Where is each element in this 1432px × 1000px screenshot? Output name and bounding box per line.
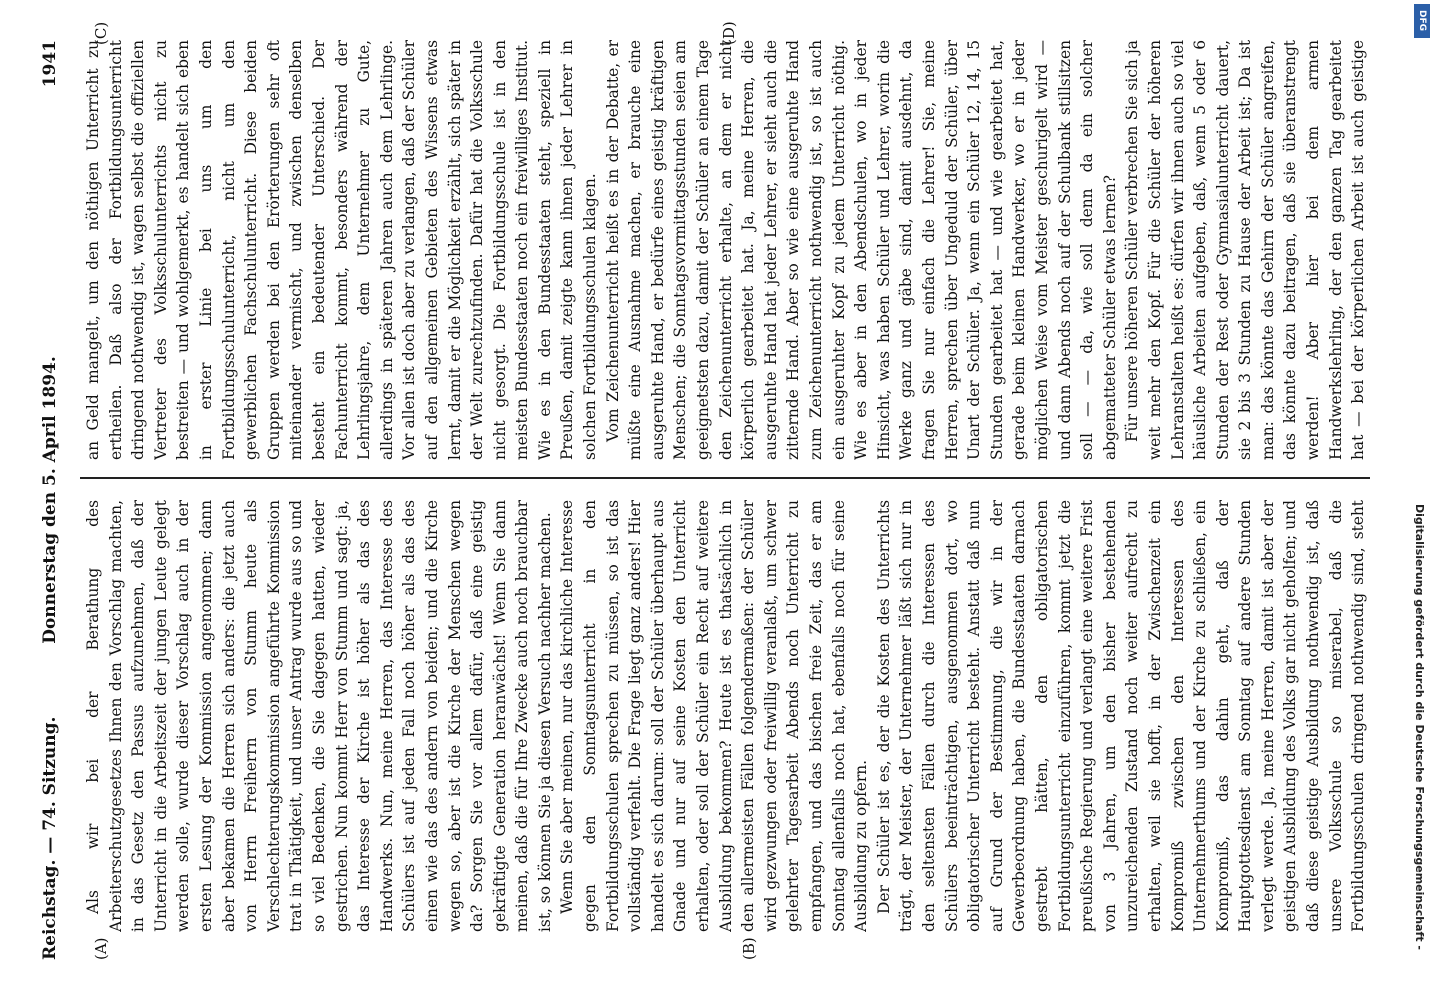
margin-marker-d: (D) (720, 21, 738, 45)
page-number: 1941 (40, 40, 60, 88)
right-text-column (82, 40, 1372, 460)
paragraph: Für unsere höheren Schüler verbrechen Sie sich ja weit mehr den Kopf. Für die Schüler der höheren Lehranstalten heißt es: dürfen wir ihnen auch so viel häusliche Arbeiten aufgeben, daß, wenn 5 oder 6 Stunden der Rest oder Gymnasialunterricht dauert, sie 2 bis 3 Stunden zu Hause der Arbeit ist; Da ist man: das könnte das Gehirn der Schüler angreifen, das könnte dazu beitragen, daß sie überanstrengt werden! Aber hier bei dem armen Handwerkslehrling, der den ganzen Tag gearbeitet hat — bei der körperlichen Arbeit ist auch geistige (1123, 40, 1368, 460)
paragraph: Der Schüler ist es, der die Kosten des Unterrichts trägt, der Meister, der Unternehmer läßt sich nur in den seltensten Fällen durch die Interessen des Schülers beeinträchtigen, ausgenommen dort, wo obligatorischer Unterricht besteht. Anstatt daß nun auf Grund der Bestimmung, die wir in der Gewerbeordnung haben, die Bundesstaaten darnach gestrebt hätten, den obligatorischen Fortbildungsunterricht einzuführen, kommt jetzt die preußische Regierung und verlangt eine weitere Frist von 3 Jahren, um den bisher bestehenden unzureichenden Zustand noch weiter aufrecht zu erhalten, weil sie hofft, in der Zwischenzeit ein Kompromiß zwischen den Interessen des Unternehmerthums und der Kirche zu schließen, ein Kompromiß, das dahin geht, daß der Hauptgottesdienst am Sonntag auf andere Stunden verlegt werde. Ja, meine Herren, damit ist aber der geistigen Ausbildung des Volks gar nicht geholfen; und daß diese geistige Ausbildung nothwendig ist, daß unsere Volksschule so miserabel, daß die Fortbildungsschulen dringend nothwendig sind, steht (874, 500, 1368, 932)
paragraph: an Geld mangelt, um den nöthigen Unterricht zu ertheilen. Daß also der Fortbildungsunterricht dringend nothwendig ist, wagen selbst die offiziellen Vertreter des Volksschulunterrichts nicht zu bestreiten — und wohlgemerkt, es handelt sich eben in erster Linie bei uns um den Fortbildungsschulunterricht, nicht um den gewerblichen Fachschulunterricht. Diese beiden Gruppen werden bei den Erörterungen sehr oft miteinander vermischt, und zwischen denselben besteht ein bedeutender Unterschied. Der Fachunterricht kommt, besonders während der Lehrlingsjahre, dem Unternehmer zu Gute, allerdings in späteren Jahren auch dem Lehrlinge. Vor allen ist doch aber zu verlangen, daß der Schüler auf den allgemeinen Gebieten des Wissens etwas lernt, damit er die Möglichkeit erzählt, sich später in der Welt zurechtzufinden. Dafür hat die Volksschule nicht gesorgt. Die Fortbildungsschule ist in den meisten Bundesstaaten noch ein freiwilliges Institut. Wie es in den Bundesstaaten steht, speziell in Preußen, damit zeigte kann ihnen jeder Lehrer in solchen Fortbildungsschulen klagen. (84, 40, 600, 460)
paragraph: Als wir bei der Berathung des Arbeiterschutzgesetzes Ihnen den Vorschlag machten, in das Gesetz den Passus aufzunehmen, daß der Unterricht in die Arbeitszeit der jungen Leute gelegt werden solle, wurde dieser Vorschlag auch in der ersten Lesung der Kommission angenommen; dann aber bekamen die Herren sich anders: die jetzt auch von Herrn Freiherrn von Stumm heute als Verschlechterungskommission angeführte Kommission trat in Thätigkeit, und unser Antrag wurde aus so und so viel Bedenken, die Sie dagegen hatten, wieder gestrichen. Nun kommt Herr von Stumm und sagt: ja, das Interesse der Kirche ist höher als das des Handwerks. Nun, meine Herren, das Interesse des Schülers ist auf jeden Fall noch höher als das des einen wie das des andern von beiden; und die Kirche wegen so, aber ist die Kirche der Menschen wegen da? Sorgen Sie vor allem dafür, daß eine geistig gekräftigte Generation heranwächst! Wenn Sie dann meinen, daß die für Ihre Zwecke auch noch brauchbar ist, so können Sie ja diesen Versuch nachher machen. (84, 500, 554, 932)
paragraph: Wenn Sie aber meinen, nur das kirchliche Interesse gegen den Sonntagsunterricht in den Fortbildungsschulen sprechen zu müssen, so ist das vollständig verfehlt. Die Frage liegt ganz anders! Hier handelt es sich darum: soll der Schüler überhaupt aus Gnade und nur auf seine Kosten den Unterricht erhalten, oder soll der Schüler ein Recht auf weitere Ausbildung bekommen? Heute ist es thatsächlich in den allermeisten Fällen folgendermaßen: der Schüler wird gezwungen oder freiwillig veranlaßt, um schwer gelehrter Tagesarbeit Abends noch Unterricht zu empfangen, und das bischen freie Zeit, das er am Sonntag allenfalls noch hat, ebenfalls noch für seine Ausbildung zu opfern. (558, 500, 871, 932)
header-session: Reichstag. — 74. Sitzung. (40, 716, 60, 960)
dfg-logo: DFG (1414, 4, 1430, 38)
page-header (40, 40, 70, 960)
left-text-column (82, 500, 1372, 932)
paragraph: Vom Zeichenunterricht heißt es in der Debatte, er müßte eine Ausnahme machen, er brauche eine ausgeruhte Hand, er bedürfe eines geistig kräftigen Menschen; die Sonntagsvormittagsstunden seien am geeignetsten dazu, damit der Schüler an einem Tage den Zeichenunterricht erhalte, an dem er nicht körperlich gearbeitet hat. Ja, meine Herren, die ausgeruhte Hand hat jeder Lehrer, er sieht auch die zitternde Hand. Aber so wie eine ausgeruhte Hand zum Zeichenunterricht nothwendig ist, so ist auch ein ausgeruhter Kopf zu jedem Unterricht nöthig. Wie es aber in den Abendschulen, wo in jeder Hinsicht, was haben Schüler und Lehrer, worin die Werke ganz und gäbe sind, damit ausdehnt, da fragen Sie nur einfach die Lehrer! Sie, meine Herren, sprechen über Ungeduld der Schüler, über Unart der Schüler. Ja, wenn ein Schüler 12, 14, 15 Stunden gearbeitet hat — und wie gearbeitet hat, gerade beim kleinen Handwerker, wo er in jeder möglichen Weise vom Meister geschurigelt wird — und dann Abends noch auf der Schulbank stillsitzen soll — — da, wie soll denn da ein solcher abgematteter Schüler etwas lernen? (603, 40, 1119, 460)
margin-marker-c: (C) (92, 21, 110, 45)
margin-marker-a: (A) (92, 937, 110, 960)
column-divider (80, 477, 1370, 479)
digitization-footer (1404, 20, 1426, 950)
margin-marker-b: (B) (740, 937, 758, 960)
header-date: Donnerstag den 5. April 1894. (40, 356, 60, 644)
funding-note: Digitalisierung gefördert durch die Deutsche Forschungsgemeinschaft - (1413, 503, 1426, 950)
